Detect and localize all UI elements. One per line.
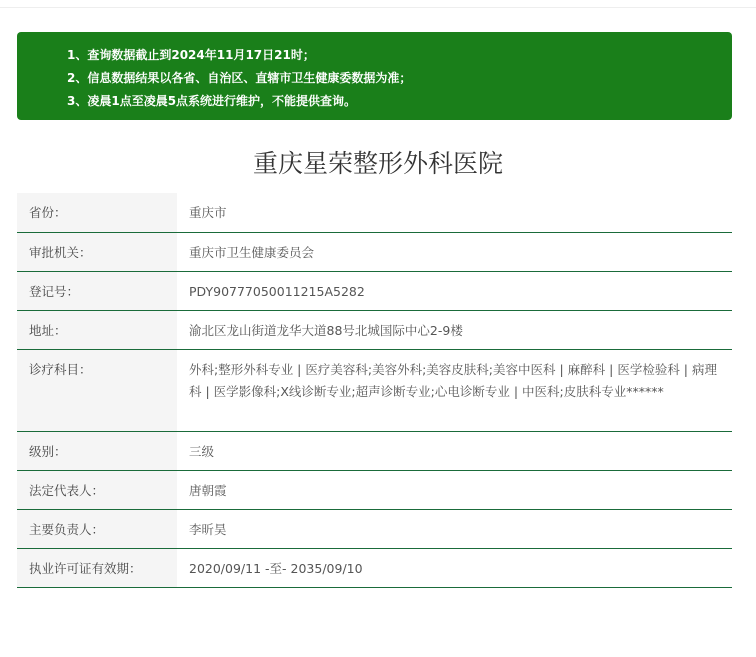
notice-line-1: 1、查询数据截止到2024年11月17日21时；	[67, 48, 315, 62]
notice-line-3: 3、凌晨1点至凌晨5点系统进行维护，不能提供查询。	[67, 94, 357, 108]
label-province: 省份：	[17, 193, 177, 232]
value-province: 重庆市	[177, 193, 732, 232]
notice-line-2: 2、信息数据结果以各省、自治区、直辖市卫生健康委数据为准；	[67, 71, 412, 85]
label-departments: 诊疗科目：	[17, 349, 177, 431]
label-legal-representative: 法定代表人：	[17, 470, 177, 509]
value-departments: 外科;整形外科专业 | 医疗美容科;美容外科;美容皮肤科;美容中医科 | 麻醉科 | 医学检验科 | 病理科 | 医学影像科;X线诊断专业;超声诊断专业;心电诊断专业 | 中医科;皮肤科专业******	[177, 349, 732, 431]
label-approval-authority: 审批机关：	[17, 232, 177, 271]
row-level	[17, 431, 732, 470]
value-principal: 李昕昊	[177, 509, 732, 548]
row-address	[17, 310, 732, 349]
row-legal-representative	[17, 470, 732, 509]
row-registration-number	[17, 271, 732, 310]
row-principal	[17, 509, 732, 548]
top-divider	[0, 7, 756, 8]
row-license-validity	[17, 548, 732, 587]
label-address: 地址：	[17, 310, 177, 349]
label-registration-number: 登记号：	[17, 271, 177, 310]
hospital-info-table	[17, 193, 732, 588]
value-legal-representative: 唐朝霞	[177, 470, 732, 509]
label-level: 级别：	[17, 431, 177, 470]
value-approval-authority: 重庆市卫生健康委员会	[177, 232, 732, 271]
value-address: 渝北区龙山街道龙华大道88号北城国际中心2-9楼	[177, 310, 732, 349]
row-approval-authority	[17, 232, 732, 271]
label-principal: 主要负责人：	[17, 509, 177, 548]
value-license-validity: 2020/09/11 -至- 2035/09/10	[177, 548, 732, 587]
hospital-name: 重庆星荣整形外科医院	[252, 149, 503, 178]
row-departments	[17, 349, 732, 431]
row-province	[17, 193, 732, 232]
value-registration-number: PDY90777050011215A5282	[177, 271, 732, 310]
notice-banner	[17, 32, 732, 120]
label-license-validity: 执业许可证有效期：	[17, 548, 177, 587]
value-level: 三级	[177, 431, 732, 470]
